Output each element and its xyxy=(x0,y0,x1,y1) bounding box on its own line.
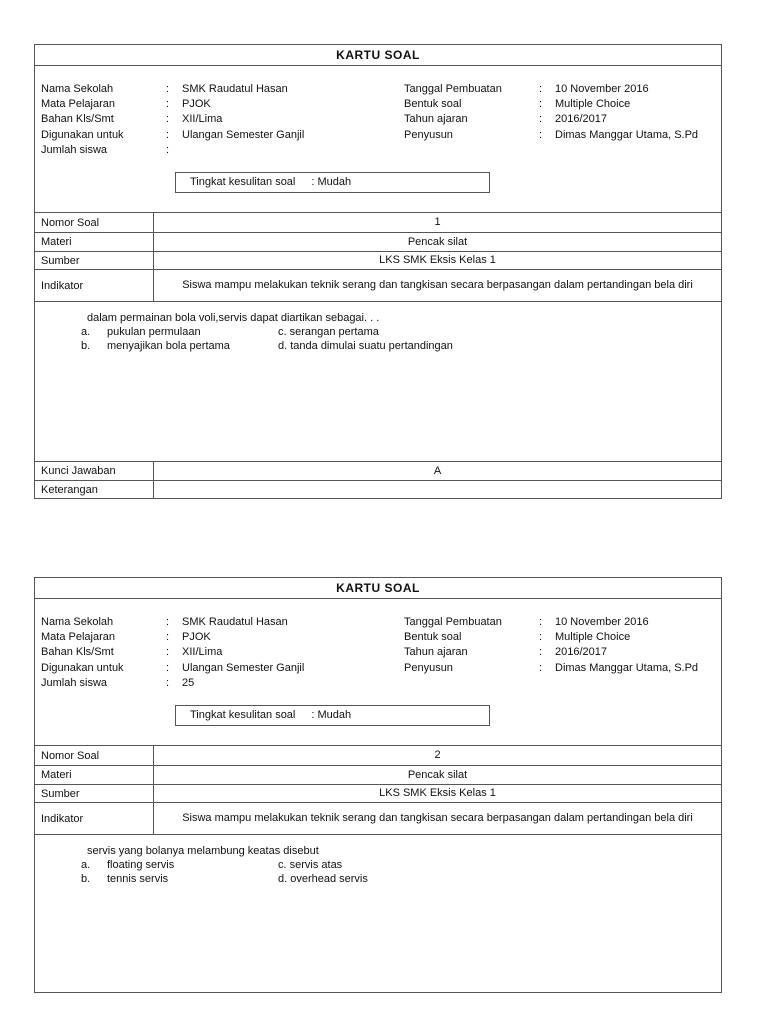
colon: : xyxy=(539,113,543,125)
table-row xyxy=(35,251,721,269)
question-text: servis yang bolanya melambung keatas disebut xyxy=(87,845,319,857)
row-label: Sumber xyxy=(35,785,154,802)
option-text: floating servis xyxy=(107,859,175,871)
colon: : xyxy=(166,616,170,628)
info-value: 2016/2017 xyxy=(555,646,607,658)
answer-value: A xyxy=(433,464,442,477)
info-label: Tanggal Pembuatan xyxy=(404,83,502,95)
row-value: 2 xyxy=(434,749,441,761)
row-label: Nomor Soal xyxy=(35,746,154,765)
colon: : xyxy=(539,616,543,628)
info-row xyxy=(41,615,721,630)
info-value: 2016/2017 xyxy=(555,113,607,125)
option-text: pukulan permulaan xyxy=(107,326,201,338)
info-value: 10 November 2016 xyxy=(555,616,649,628)
option-text: d. tanda dimulai suatu pertandingan xyxy=(278,340,453,352)
colon: : xyxy=(166,144,170,156)
colon: : xyxy=(539,98,543,110)
row-value: LKS SMK Eksis Kelas 1 xyxy=(379,787,496,799)
info-value: XII/Lima xyxy=(182,113,223,125)
info-value: Dimas Manggar Utama, S.Pd xyxy=(555,662,699,674)
option-text: tennis servis xyxy=(107,873,169,885)
table-row xyxy=(35,784,721,802)
option-text: menyajikan bola pertama xyxy=(107,340,230,352)
colon: : xyxy=(166,662,170,674)
difficulty-label: Tingkat kesulitan soal xyxy=(190,176,296,188)
colon: : xyxy=(539,83,543,95)
info-label: Digunakan untuk xyxy=(41,662,124,674)
table-row xyxy=(35,212,721,232)
colon: : xyxy=(166,83,170,95)
info-label: Mata Pelajaran xyxy=(41,631,115,643)
info-label: Tahun ajaran xyxy=(404,113,468,125)
row-value: Pencak silat xyxy=(407,768,468,781)
info-value: 10 November 2016 xyxy=(555,83,649,95)
info-row xyxy=(41,661,721,676)
info-label: Bahan Kls/Smt xyxy=(41,113,114,125)
info-row xyxy=(41,143,721,158)
option-row xyxy=(81,858,721,872)
info-label: Bentuk soal xyxy=(404,98,462,110)
row-label: Sumber xyxy=(35,252,154,269)
question-card xyxy=(34,44,722,499)
question-text: dalam permainan bola voli,servis dapat diartikan sebagai. . . xyxy=(87,312,380,324)
note-value xyxy=(154,481,721,499)
colon: : xyxy=(166,631,170,643)
info-value: Ulangan Semester Ganjil xyxy=(182,129,305,141)
info-row xyxy=(41,676,721,691)
info-label: Bentuk soal xyxy=(404,631,462,643)
info-row xyxy=(41,97,721,112)
option-letter: a. xyxy=(81,326,91,338)
colon: : xyxy=(166,113,170,125)
card-title: KARTU SOAL xyxy=(35,578,721,599)
row-label: Keterangan xyxy=(35,481,154,499)
info-label: Bahan Kls/Smt xyxy=(41,646,114,658)
info-value: Ulangan Semester Ganjil xyxy=(182,662,305,674)
colon: : xyxy=(166,646,170,658)
colon: : xyxy=(166,98,170,110)
difficulty-box xyxy=(175,172,490,193)
colon: : xyxy=(539,631,543,643)
question-area xyxy=(35,301,721,461)
table-row xyxy=(35,802,721,834)
info-label: Mata Pelajaran xyxy=(41,98,115,110)
info-label: Penyusun xyxy=(404,662,453,674)
option-row xyxy=(81,339,721,353)
colon: : xyxy=(539,129,543,141)
info-value: Multiple Choice xyxy=(555,98,631,110)
option-letter: b. xyxy=(81,873,91,885)
info-label: Digunakan untuk xyxy=(41,129,124,141)
row-label: Kunci Jawaban xyxy=(35,462,154,480)
question-card xyxy=(34,577,722,993)
row-value: Siswa mampu melakukan teknik serang dan tangkisan secara berpasangan dalam pertandingan bela diri xyxy=(182,812,693,824)
option-row xyxy=(81,872,721,886)
info-row xyxy=(41,128,721,143)
question-area xyxy=(35,834,721,994)
note-row xyxy=(35,480,721,499)
answer-row xyxy=(35,461,721,480)
info-label: Nama Sekolah xyxy=(41,616,114,628)
info-value: XII/Lima xyxy=(182,646,223,658)
difficulty-value: : Mudah xyxy=(311,709,352,721)
info-value: PJOK xyxy=(182,631,211,643)
colon: : xyxy=(166,129,170,141)
info-value: SMK Raudatul Hasan xyxy=(182,616,288,628)
table-row xyxy=(35,232,721,251)
row-value: 1 xyxy=(434,216,441,228)
info-label: Jumlah siswa xyxy=(41,144,108,156)
row-value: Pencak silat xyxy=(407,235,468,248)
option-row xyxy=(81,325,721,339)
option-letter: b. xyxy=(81,340,91,352)
option-text: d. overhead servis xyxy=(278,873,368,885)
colon: : xyxy=(539,646,543,658)
info-row xyxy=(41,82,721,97)
row-label: Indikator xyxy=(35,803,154,834)
info-row xyxy=(41,112,721,127)
option-text: c. servis atas xyxy=(278,859,343,871)
difficulty-value: : Mudah xyxy=(311,176,352,188)
info-label: Tahun ajaran xyxy=(404,646,468,658)
info-value: Multiple Choice xyxy=(555,631,631,643)
table-row xyxy=(35,269,721,301)
difficulty-box xyxy=(175,705,490,726)
info-value: PJOK xyxy=(182,98,211,110)
info-row xyxy=(41,645,721,660)
info-value: SMK Raudatul Hasan xyxy=(182,83,288,95)
row-label: Indikator xyxy=(35,270,154,301)
colon: : xyxy=(166,677,170,689)
table-row xyxy=(35,765,721,784)
info-value: Dimas Manggar Utama, S.Pd xyxy=(555,129,699,141)
info-label: Penyusun xyxy=(404,129,453,141)
info-label: Jumlah siswa xyxy=(41,677,108,689)
info-row xyxy=(41,630,721,645)
row-value: LKS SMK Eksis Kelas 1 xyxy=(379,254,496,266)
row-label: Materi xyxy=(35,233,154,251)
info-label: Nama Sekolah xyxy=(41,83,114,95)
info-label: Tanggal Pembuatan xyxy=(404,616,502,628)
option-letter: a. xyxy=(81,859,91,871)
row-value: Siswa mampu melakukan teknik serang dan tangkisan secara berpasangan dalam pertandingan bela diri xyxy=(182,279,693,291)
difficulty-label: Tingkat kesulitan soal xyxy=(190,709,296,721)
row-label: Materi xyxy=(35,766,154,784)
colon: : xyxy=(539,662,543,674)
option-text: c. serangan pertama xyxy=(278,326,379,338)
card-title: KARTU SOAL xyxy=(35,45,721,66)
info-value: 25 xyxy=(182,677,195,689)
row-label: Nomor Soal xyxy=(35,213,154,232)
table-row xyxy=(35,745,721,765)
